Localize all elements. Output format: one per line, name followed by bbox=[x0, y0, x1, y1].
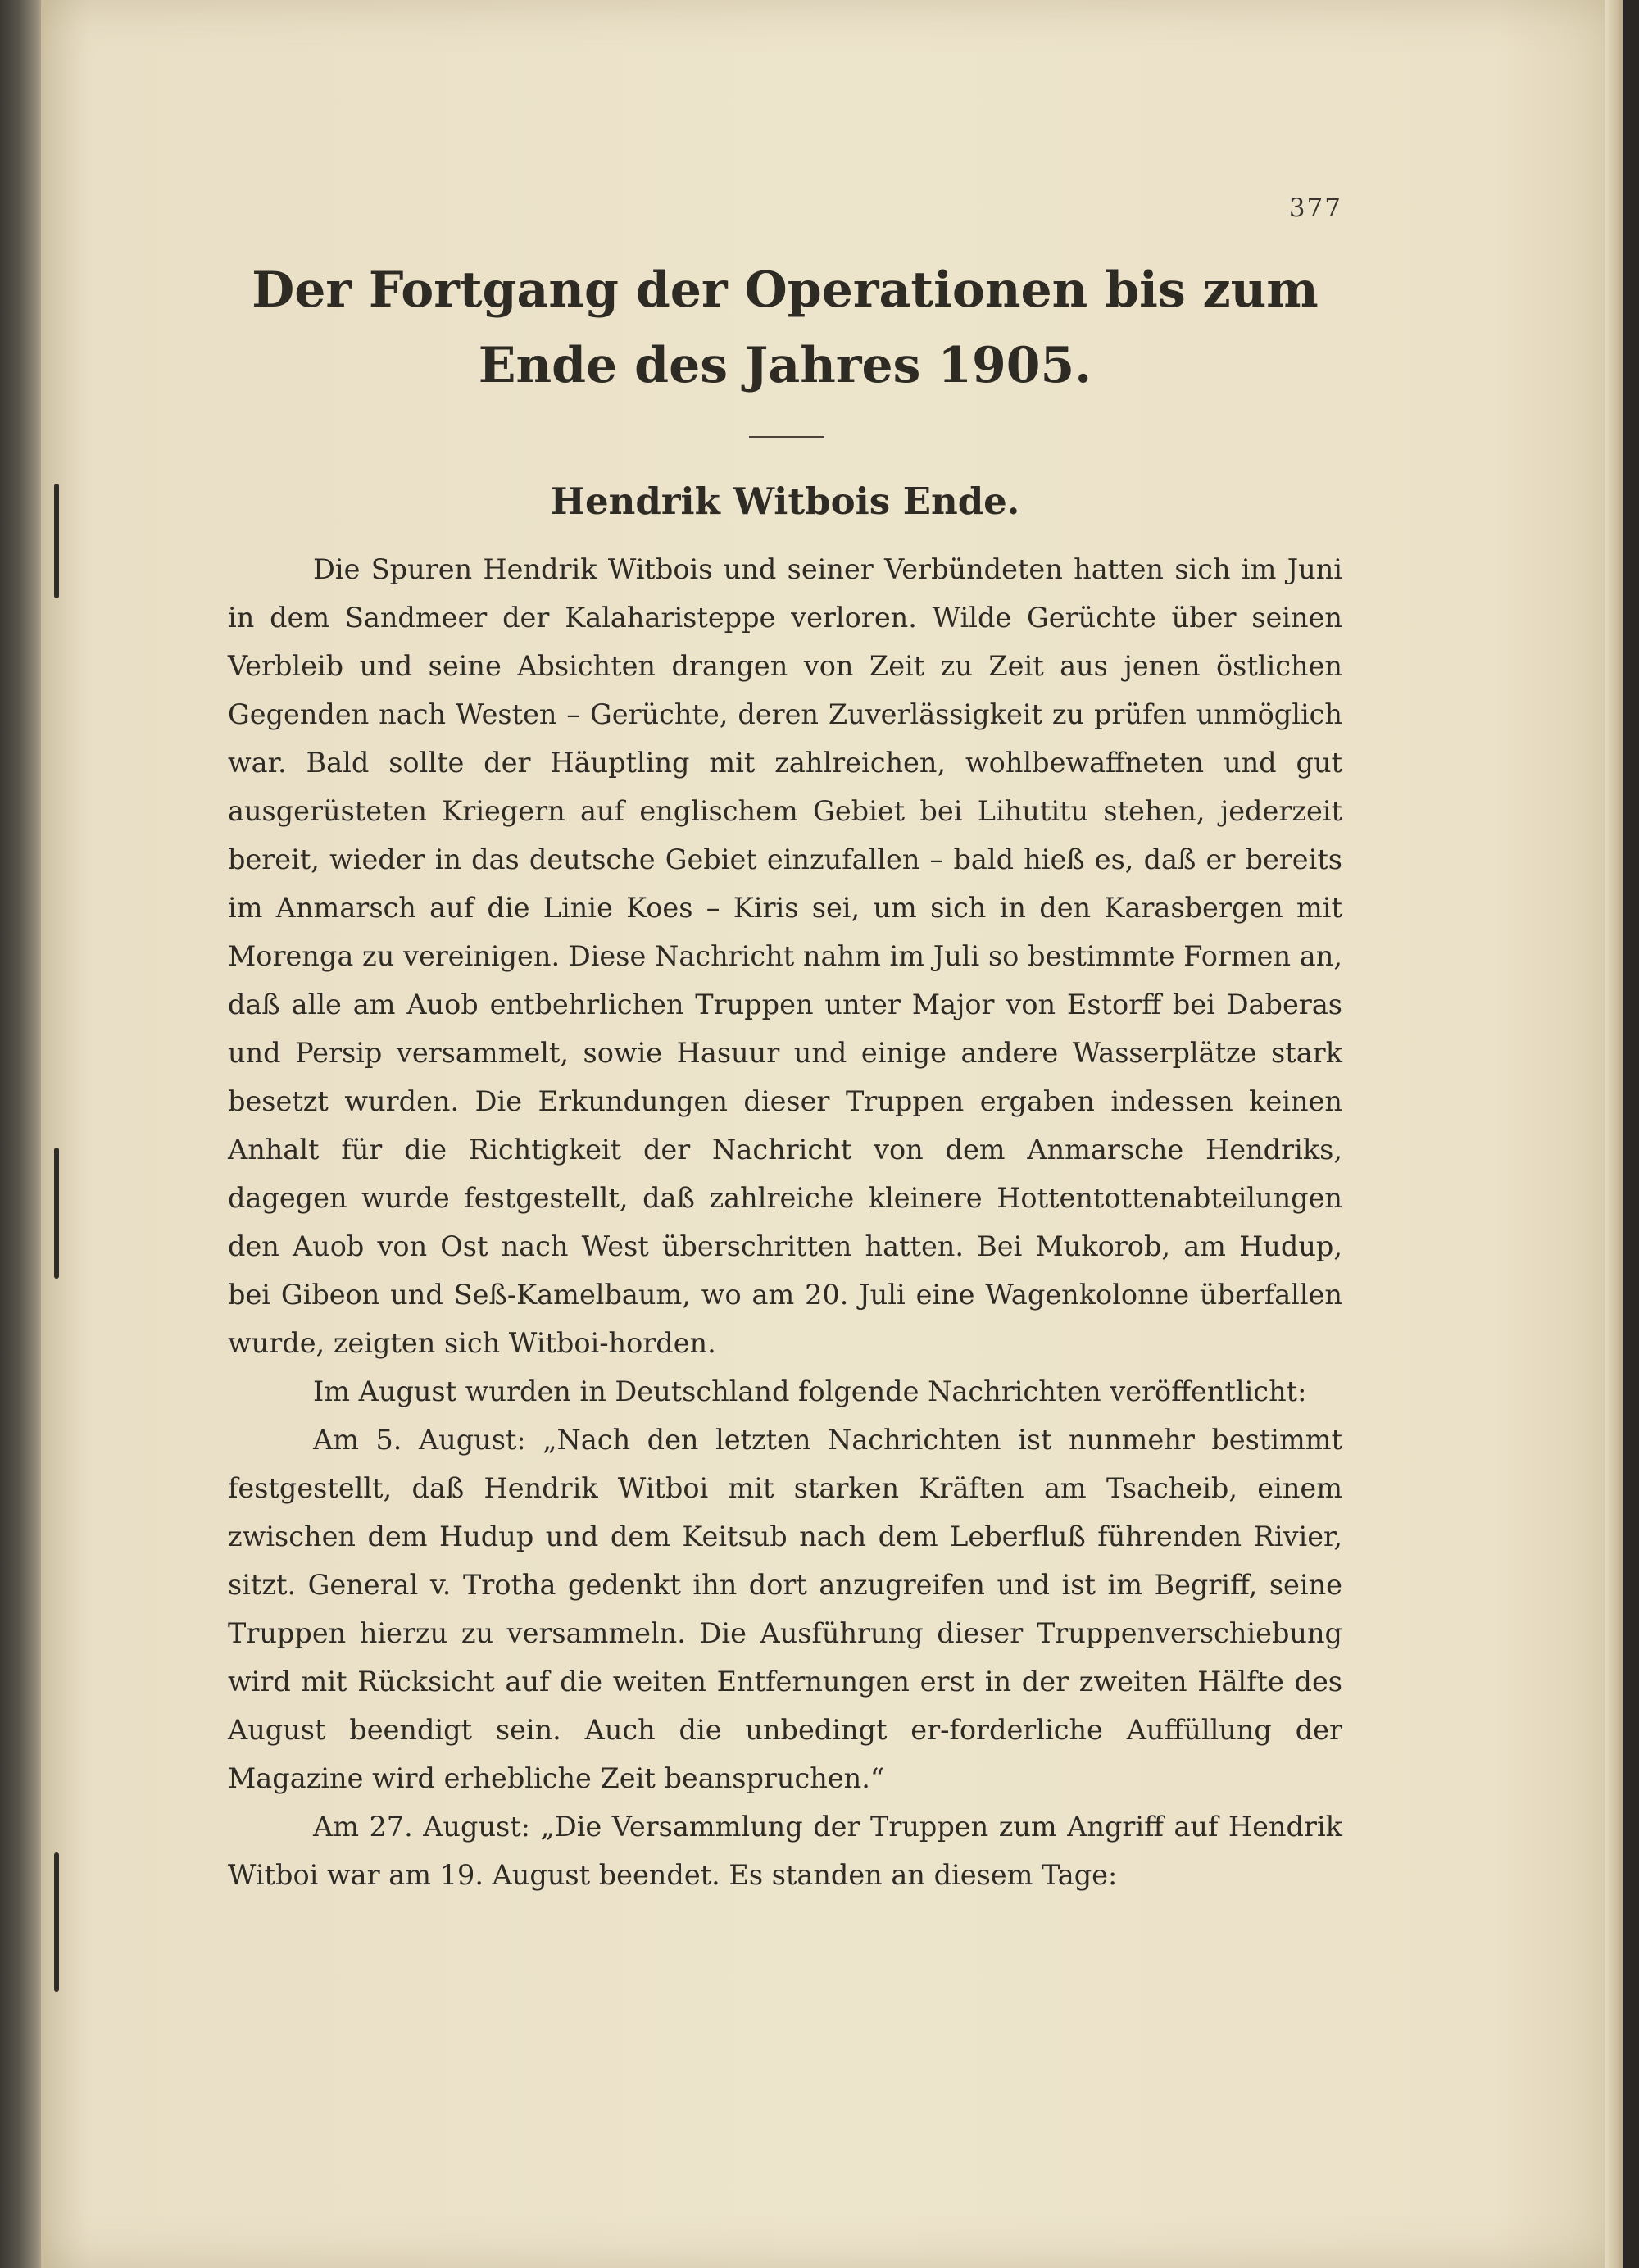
chapter-title: Der Fortgang der Operationen bis zum Ende des Jahres 1905. bbox=[252, 261, 1319, 394]
margin-mark bbox=[54, 1852, 59, 1992]
margin-mark bbox=[54, 1148, 59, 1279]
paragraph: Am 5. August: „Nach den letzten Nachrichten ist nunmehr bestimmt festgestellt, daß Hendrik Witboi mit starken Kräften am Tsacheib, einem zwischen dem Hudup und dem Keitsub nach dem Leberfluß führenden Rivier, sitzt. General v. Trotha gedenkt ihn dort anzugreifen und ist im Begriff, seine Truppen hierzu zu versammeln. Die Ausführung dieser Truppenverschiebung wird mit Rücksicht auf die weiten Entfernungen erst in der zweiten Hälfte des August beendigt sein. Auch die unbedingt er-forderliche Auffüllung der Magazine wird erhebliche Zeit beanspruchen.“ bbox=[228, 1424, 1342, 1794]
paragraph: Die Spuren Hendrik Witbois und seiner Verbündeten hatten sich im Juni in dem Sandmeer der Kalaharisteppe verloren. Wilde Gerüchte über seinen Verbleib und seine Absichten drangen von Zeit zu Zeit aus jenen östlichen Gegenden nach Westen – Gerüchte, deren Zuverlässigkeit zu prüfen unmöglich war. Bald sollte der Häuptling mit zahlreichen, wohlbewaffneten und gut ausgerüsteten Kriegern auf englischem Gebiet bei Lihutitu stehen, jederzeit bereit, wieder in das deutsche Gebiet einzufallen – bald hieß es, daß er bereits im Anmarsch auf die Linie Koes – Kiris sei, um sich in den Karasbergen mit Morenga zu vereinigen. Diese Nachricht nahm im Juli so bestimmte Formen an, daß alle am Auob entbehrlichen Truppen unter Major von Estorff bei Daberas und Persip versammelt, sowie Hasuur und einige andere Wasserplätze stark besetzt wurden. Die Erkundungen dieser Truppen ergaben indessen keinen Anhalt für die Richtigkeit der Nachricht von dem Anmarsche Hendriks, dagegen wurde festgestellt, daß zahlreiche kleinere Hottentottenabteilungen den Auob von Ost nach West überschritten hatten. Bei Mukorob, am Hudup, bei Gibeon und Seß-Kamelbaum, wo am 20. Juli eine Wagenkolonne überfallen wurde, zeigten sich Witboi-horden. bbox=[228, 553, 1342, 1359]
page-edge bbox=[1605, 0, 1623, 2268]
page-number: 377 bbox=[1288, 193, 1342, 223]
margin-mark bbox=[54, 484, 59, 598]
title-divider bbox=[749, 436, 824, 438]
paragraph: Am 27. August: „Die Versammlung der Truppen zum Angriff auf Hendrik Witboi war am 19. August beendet. Es standen an diesem Tage: bbox=[228, 1811, 1342, 1891]
body-text bbox=[228, 545, 1342, 1899]
section-title: Hendrik Witbois Ende. bbox=[550, 480, 1020, 523]
paragraph: Im August wurden in Deutschland folgende Nachrichten veröffentlicht: bbox=[313, 1375, 1307, 1407]
